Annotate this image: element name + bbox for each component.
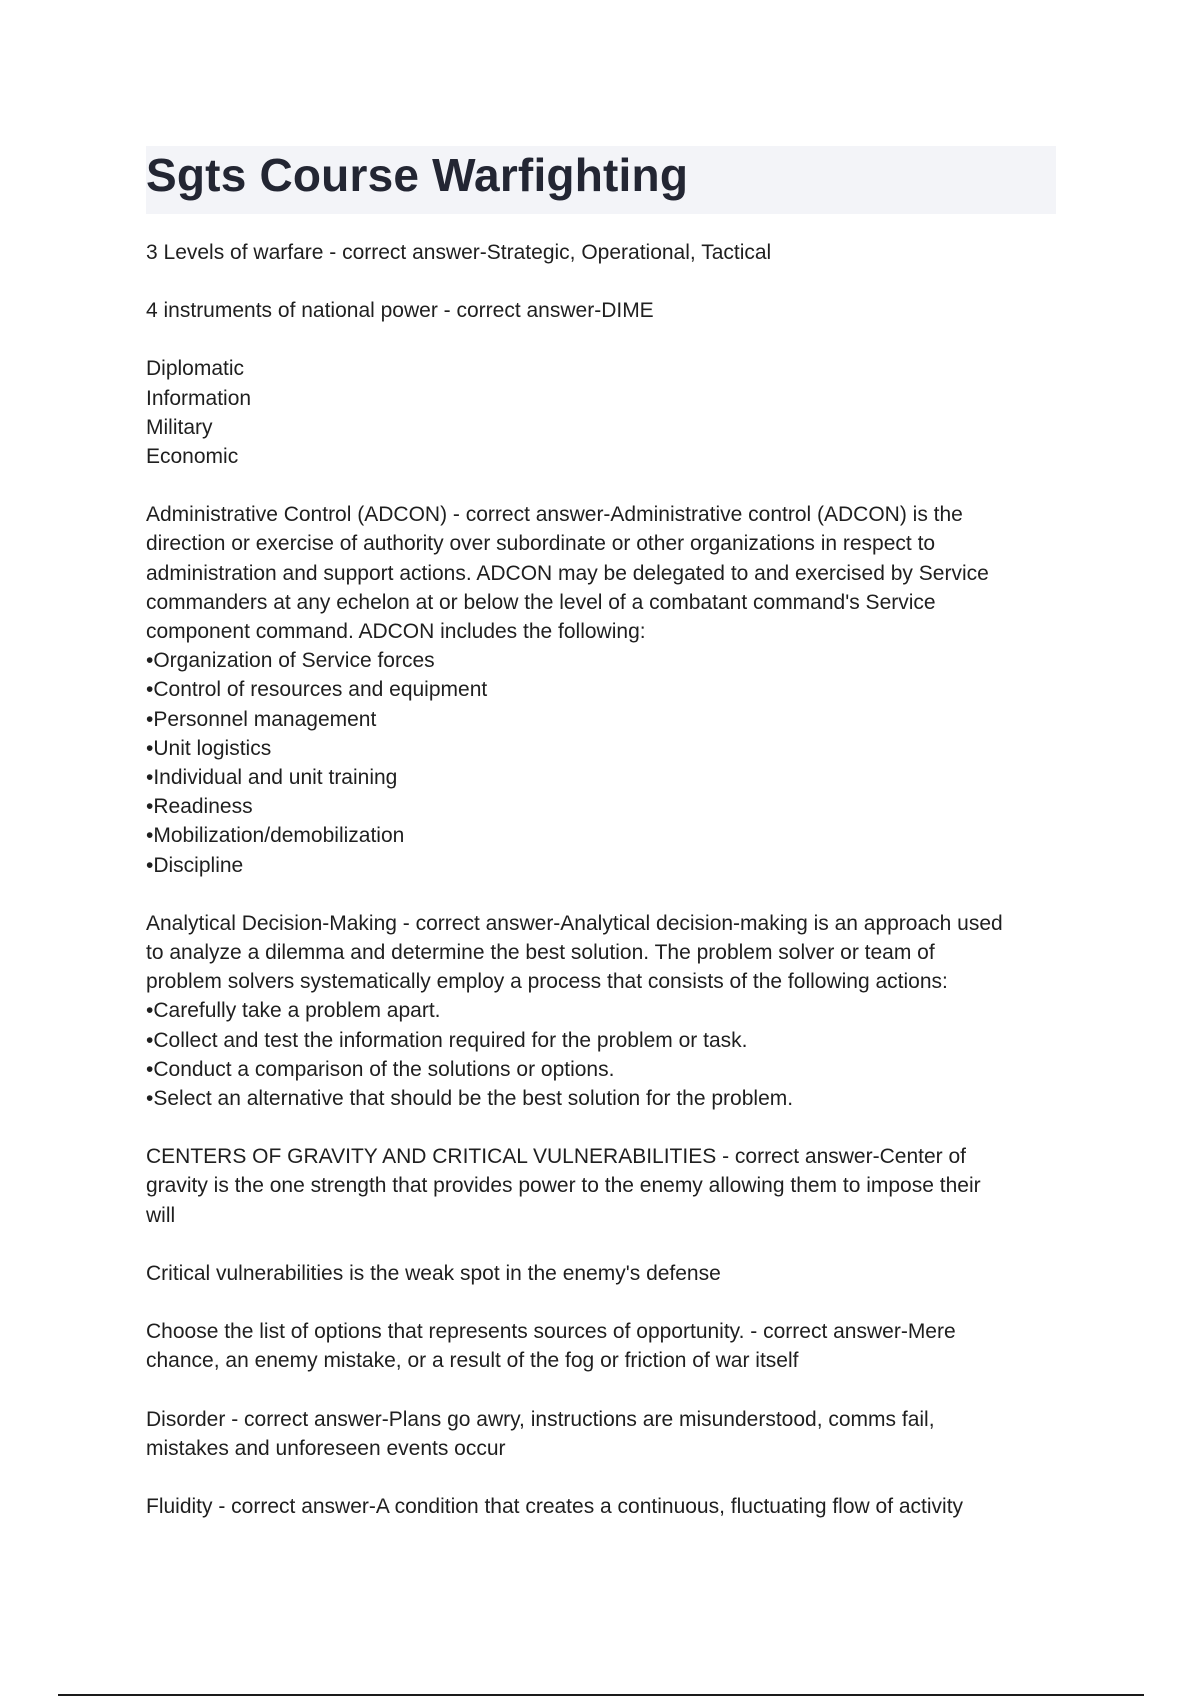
qa-paragraph — [146, 296, 1066, 325]
text-line: Choose the list of options that represents sources of opportunity. - correct answer-Mere — [146, 1320, 956, 1344]
text-line: to analyze a dilemma and determine the best solution. The problem solver or team of — [146, 941, 935, 965]
text-line: •Discipline — [146, 853, 244, 877]
text-line: •Individual and unit training — [146, 766, 398, 790]
text-line: •Readiness — [146, 795, 253, 819]
text-line: 4 instruments of national power - correct answer-DIME — [146, 299, 654, 323]
page-title: Sgts Course Warfighting — [146, 149, 689, 201]
text-line: •Control of resources and equipment — [146, 678, 488, 702]
qa-paragraph — [146, 1317, 1066, 1375]
text-line: Economic — [146, 445, 239, 469]
text-line: •Conduct a comparison of the solutions or options. — [146, 1057, 615, 1081]
qa-paragraph — [146, 354, 1066, 471]
qa-paragraph — [146, 1405, 1066, 1463]
text-line: •Unit logistics — [146, 736, 272, 760]
qa-paragraph — [146, 500, 1066, 880]
text-line: Analytical Decision-Making - correct answer-Analytical decision-making is an approach used — [146, 911, 1003, 935]
text-line: will — [146, 1203, 176, 1227]
text-line: Administrative Control (ADCON) - correct answer-Administrative control (ADCON) is the — [146, 503, 963, 527]
text-line: •Carefully take a problem apart. — [146, 999, 441, 1023]
document-body — [146, 238, 1066, 1550]
text-line: problem solvers systematically employ a process that consists of the following actions: — [146, 970, 948, 994]
text-line: •Organization of Service forces — [146, 649, 435, 673]
text-line: chance, an enemy mistake, or a result of the fog or friction of war itself — [146, 1349, 799, 1373]
text-line: gravity is the one strength that provides power to the enemy allowing them to impose their — [146, 1174, 981, 1198]
qa-paragraph — [146, 1492, 1066, 1521]
text-line: Critical vulnerabilities is the weak spot in the enemy's defense — [146, 1261, 721, 1285]
text-line: •Collect and test the information required for the problem or task. — [146, 1028, 748, 1052]
text-line: Diplomatic — [146, 357, 245, 381]
text-line: CENTERS OF GRAVITY AND CRITICAL VULNERABILITIES - correct answer-Center of — [146, 1145, 966, 1169]
text-line: •Mobilization/demobilization — [146, 824, 405, 848]
text-line: component command. ADCON includes the following: — [146, 620, 646, 644]
text-line: commanders at any echelon at or below the level of a combatant command's Service — [146, 590, 936, 614]
text-line: •Personnel management — [146, 707, 377, 731]
title-banner — [146, 146, 1056, 214]
qa-paragraph — [146, 1259, 1066, 1288]
text-line: mistakes and unforeseen events occur — [146, 1436, 506, 1460]
text-line: •Select an alternative that should be the best solution for the problem. — [146, 1087, 794, 1111]
text-line: Disorder - correct answer-Plans go awry, instructions are misunderstood, comms fail, — [146, 1407, 935, 1431]
text-line: Military — [146, 415, 213, 439]
text-line: Fluidity - correct answer-A condition that creates a continuous, fluctuating flow of activity — [146, 1494, 964, 1518]
qa-paragraph — [146, 238, 1066, 267]
text-line: Information — [146, 386, 252, 410]
qa-paragraph — [146, 1142, 1066, 1230]
qa-paragraph — [146, 909, 1066, 1113]
page-bottom-rule — [58, 1694, 1144, 1696]
text-line: administration and support actions. ADCON may be delegated to and exercised by Service — [146, 561, 989, 585]
text-line: 3 Levels of warfare - correct answer-Strategic, Operational, Tactical — [146, 241, 772, 264]
text-line: direction or exercise of authority over subordinate or other organizations in respect to — [146, 532, 936, 556]
